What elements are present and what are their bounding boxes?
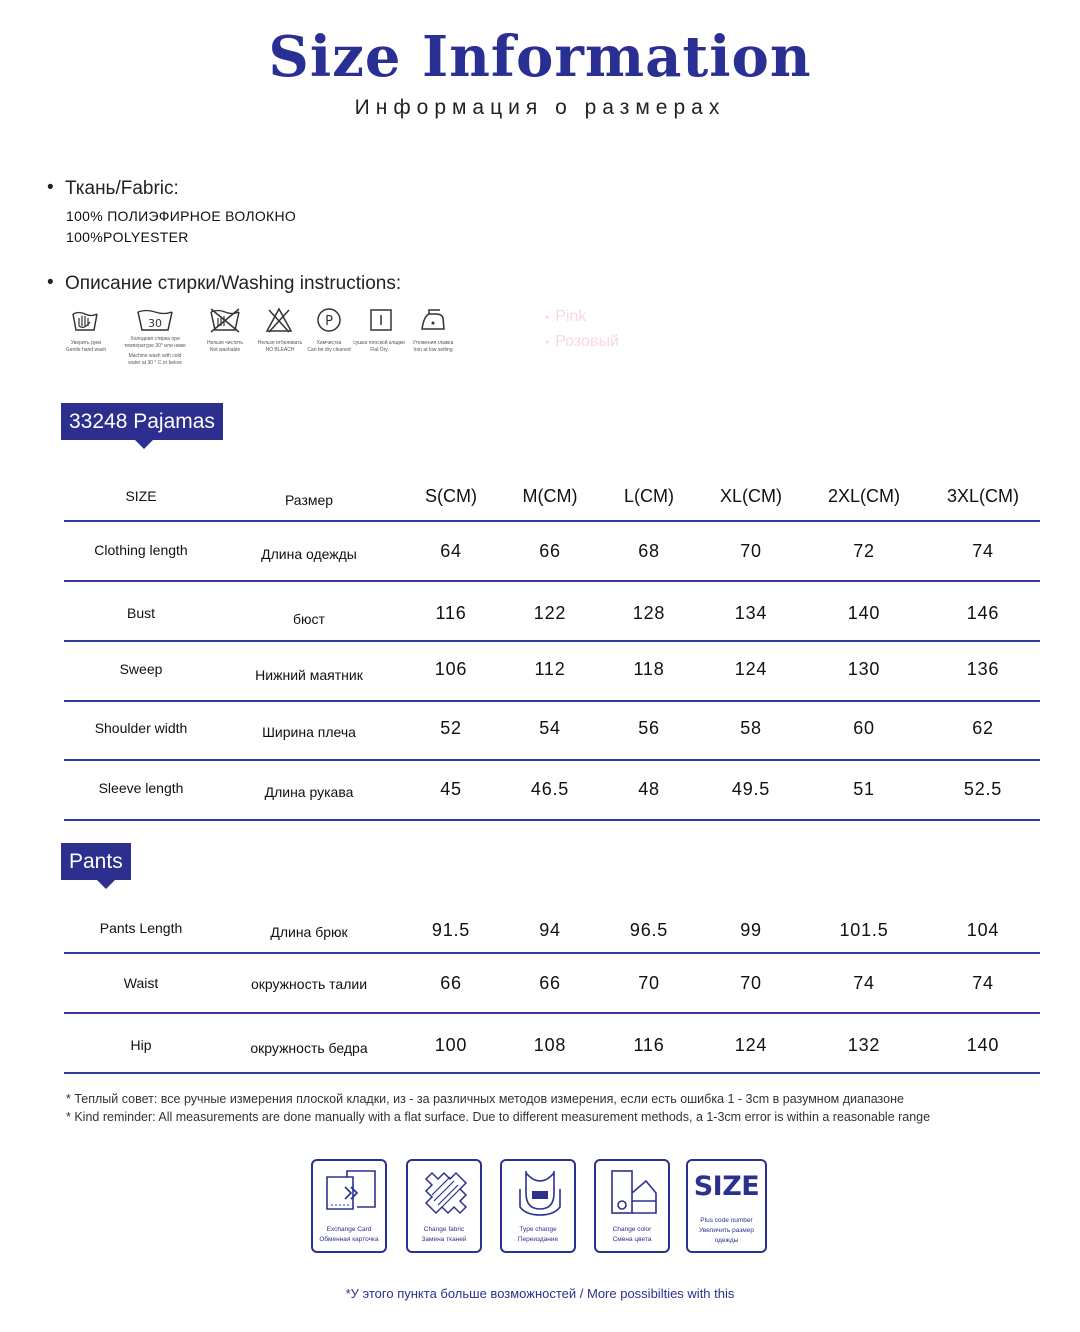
table-divider xyxy=(64,819,1040,821)
value-cell-xl: 49.5 xyxy=(731,779,771,799)
row-label-en: Sleeve length xyxy=(98,780,184,796)
size-header-xl: XL(CM) xyxy=(720,486,782,506)
value-cell-xl: 70 xyxy=(740,541,762,561)
value-cell-l: 118 xyxy=(633,659,665,679)
table-divider xyxy=(64,1072,1040,1074)
row-label-ru: Нижний маятник xyxy=(255,667,363,683)
value-cell-2xl: 60 xyxy=(853,718,875,738)
value-cell-3xl: 74 xyxy=(972,541,994,561)
row-label-en: Shoulder width xyxy=(94,720,188,736)
value-cell-s: 64 xyxy=(440,541,462,561)
value-cell-s: 116 xyxy=(435,603,467,623)
row-label-en: Sweep xyxy=(119,661,163,677)
row-label-en: Bust xyxy=(126,605,156,621)
table-divider xyxy=(64,759,1040,761)
do-not-wash-icon xyxy=(202,306,248,334)
value-cell-3xl: 62 xyxy=(972,718,994,738)
value-cell-2xl: 74 xyxy=(853,973,875,993)
value-cell-l: 70 xyxy=(638,973,660,993)
value-cell-xl: 70 xyxy=(740,973,762,993)
row-label-en: Hip xyxy=(130,1037,152,1053)
value-cell-s: 45 xyxy=(440,779,462,799)
table-divider xyxy=(64,520,1040,522)
row-label-ru: окружность бедра xyxy=(250,1040,368,1056)
dry-clean-caption: Химчистка Can be dry cleaned xyxy=(307,340,351,353)
machine-wash-caption: Холодная стирка при температуре 30° или ниже Machine wash with cold water at 30 ° C or below xyxy=(124,336,186,366)
value-cell-3xl: 74 xyxy=(972,973,994,993)
value-cell-s: 66 xyxy=(440,973,462,993)
pants-section-tag: Pants xyxy=(61,843,131,880)
size-header-s: S(CM) xyxy=(425,486,477,506)
value-cell-s: 106 xyxy=(434,659,468,679)
row-label-ru: Длина брюк xyxy=(270,924,348,940)
tag-pointer xyxy=(135,440,153,449)
value-cell-m: 46.5 xyxy=(530,779,570,799)
value-cell-2xl: 101.5 xyxy=(839,920,889,940)
value-cell-xl: 134 xyxy=(734,603,768,623)
svg-text:P: P xyxy=(325,314,333,329)
change-color-tile: Change color Смена цвета xyxy=(594,1159,670,1253)
value-cell-2xl: 51 xyxy=(853,779,875,799)
value-cell-l: 56 xyxy=(638,718,660,738)
row-label-ru: Длина рукава xyxy=(264,784,354,800)
dry-clean-icon xyxy=(306,306,352,334)
size-header-l: L(CM) xyxy=(624,486,674,506)
value-cell-3xl: 140 xyxy=(966,1035,1000,1055)
table-divider xyxy=(64,580,1040,582)
size-header-m: M(CM) xyxy=(522,486,578,506)
value-cell-xl: 124 xyxy=(734,659,768,679)
color-hint-pink: • Pink xyxy=(545,308,586,326)
tag-pointer xyxy=(97,880,115,889)
value-cell-m: 112 xyxy=(534,659,566,679)
row-label-ru: бюст xyxy=(293,611,325,627)
size-header-2xl: 2XL(CM) xyxy=(827,486,901,506)
note-en: * Kind reminder: All measurements are done manually with a flat surface. Due to different measurement methods, a 1-3cm error is within a reasonable range xyxy=(66,1110,931,1124)
flat-dry-caption: сушка плоской кладки Flat Dry xyxy=(353,340,405,353)
footer-note: *У этого пункта больше возможностей / More possibilties with this xyxy=(345,1286,735,1301)
row-label-en: Pants Length xyxy=(99,920,183,936)
value-cell-xl: 58 xyxy=(740,718,762,738)
row-label-ru: окружность талии xyxy=(250,976,368,992)
value-cell-m: 66 xyxy=(539,973,561,993)
size-plus-icon: SIZE xyxy=(693,1171,760,1202)
fabric-line-ru: 100% ПОЛИЭФИРНОЕ ВОЛОКНО xyxy=(66,208,297,224)
row-label-en: Clothing length xyxy=(94,542,188,558)
table-divider xyxy=(64,700,1040,702)
value-cell-2xl: 130 xyxy=(847,659,881,679)
row-label-en: Waist xyxy=(123,975,159,991)
type-change-icon xyxy=(514,1167,566,1219)
value-cell-2xl: 132 xyxy=(847,1035,881,1055)
table-divider xyxy=(64,952,1040,954)
value-cell-3xl: 52.5 xyxy=(963,779,1003,799)
value-cell-m: 54 xyxy=(539,718,561,738)
value-cell-l: 68 xyxy=(638,541,660,561)
do-not-wash-caption: Нельзя чистить Not washable xyxy=(206,340,243,353)
value-cell-3xl: 136 xyxy=(966,659,1000,679)
table-divider xyxy=(64,640,1040,642)
value-cell-l: 96.5 xyxy=(629,920,669,940)
value-cell-s: 52 xyxy=(440,718,462,738)
hand-wash-caption: Уверить руки Gentle hand wash xyxy=(65,340,107,353)
value-cell-3xl: 104 xyxy=(966,920,1000,940)
exchange-card-icon xyxy=(323,1167,379,1217)
svg-text:30: 30 xyxy=(148,317,162,330)
size-header-ru: Размер xyxy=(284,492,334,508)
low-iron-caption: Утюжения глажка Iron at low setting xyxy=(412,340,454,353)
flat-dry-icon xyxy=(358,306,404,334)
value-cell-m: 66 xyxy=(539,541,561,561)
no-bleach-icon xyxy=(256,306,302,334)
value-cell-2xl: 140 xyxy=(847,603,881,623)
no-bleach-caption: Нельзя отбеливать NO BLEACH xyxy=(257,340,303,353)
value-cell-m: 108 xyxy=(533,1035,567,1055)
value-cell-l: 116 xyxy=(633,1035,665,1055)
type-change-tile: Type change Переиздание xyxy=(500,1159,576,1253)
value-cell-xl: 124 xyxy=(734,1035,768,1055)
value-cell-l: 128 xyxy=(632,603,666,623)
color-hint-rozovyi: • Розовый xyxy=(545,333,619,351)
value-cell-s: 100 xyxy=(434,1035,468,1055)
exchange-card-tile: Exchange Card Обменная карточка xyxy=(311,1159,387,1253)
change-color-icon xyxy=(608,1167,660,1219)
hand-wash-icon xyxy=(62,306,108,334)
size-header-3xl: 3XL(CM) xyxy=(946,486,1020,506)
fabric-label: • Ткань/Fabric: xyxy=(65,178,179,200)
note-ru: * Теплый совет: все ручные измерения плоской кладки, из - за различных методов измерения, если есть ошибка 1 - 3cm в разумном диапазоне xyxy=(66,1092,904,1106)
machine-wash-30-icon xyxy=(132,306,178,334)
table-divider xyxy=(64,1012,1040,1014)
page-subtitle: Информация о размерах xyxy=(354,96,726,119)
value-cell-l: 48 xyxy=(638,779,660,799)
value-cell-xl: 99 xyxy=(740,920,762,940)
fabric-line-en: 100%POLYESTER xyxy=(66,229,189,245)
value-cell-m: 122 xyxy=(533,603,567,623)
pajamas-section-tag: 33248 Pajamas xyxy=(61,403,223,440)
value-cell-3xl: 146 xyxy=(966,603,1000,623)
row-label-ru: Длина одежды xyxy=(261,546,357,562)
size-header-en: SIZE xyxy=(125,488,157,504)
change-fabric-icon xyxy=(420,1167,472,1219)
washing-label: • Описание стирки/Washing instructions: xyxy=(65,273,401,295)
value-cell-2xl: 72 xyxy=(853,541,875,561)
value-cell-m: 94 xyxy=(539,920,561,940)
size-plus-tile: SIZE Plus code number Увеличить размер одежды xyxy=(686,1159,767,1253)
page-title: Size Information xyxy=(268,24,812,90)
change-fabric-tile: Change fabric Замена тканей xyxy=(406,1159,482,1253)
value-cell-s: 91.5 xyxy=(431,920,471,940)
row-label-ru: Ширина плеча xyxy=(262,724,356,740)
low-iron-icon xyxy=(410,306,456,334)
